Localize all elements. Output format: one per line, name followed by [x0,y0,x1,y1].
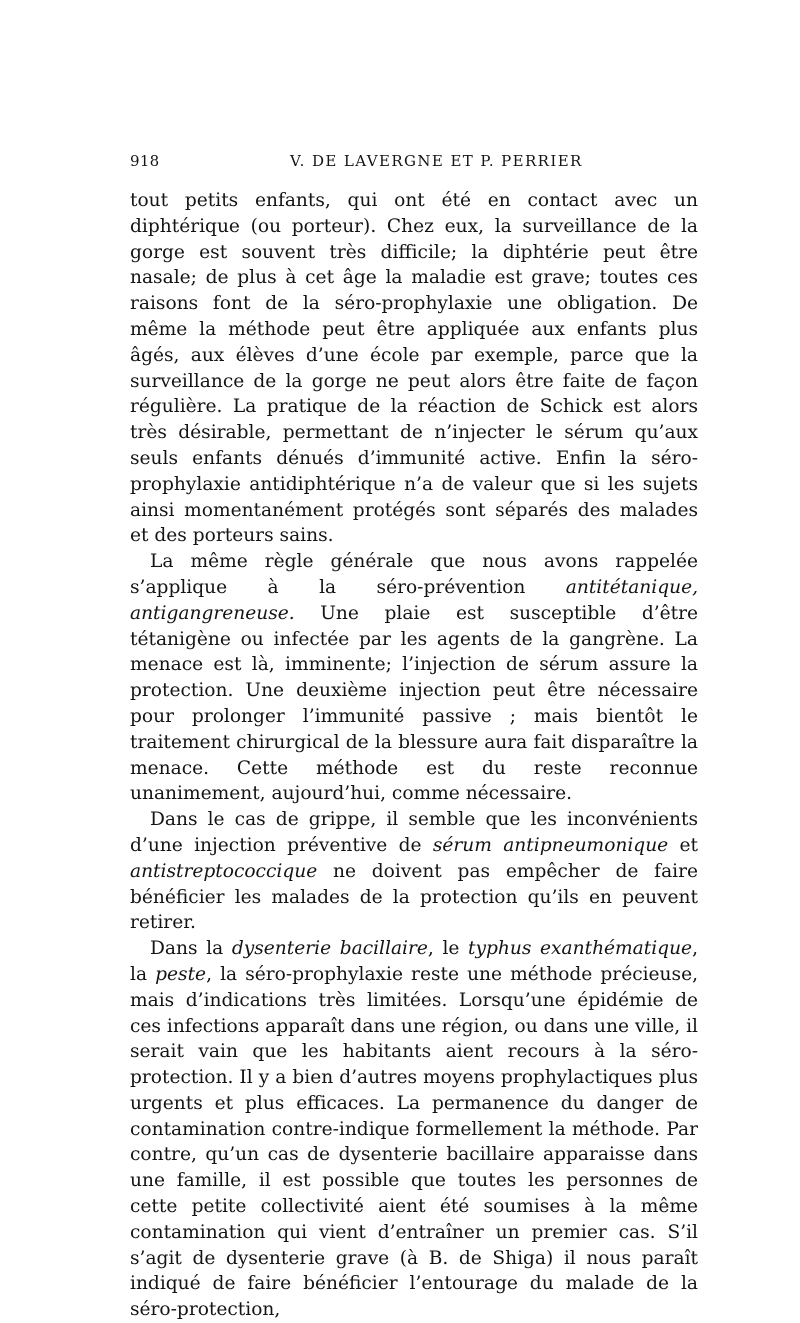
italic-term: sérum antipneumonique [432,834,669,856]
body-text [130,188,698,1323]
paragraph-tetanus [130,549,698,807]
paragraph-text: Une plaie est susceptible d’être tétanigène ou infectée par les agents de la gangrène. La menace est là, imminente; l’injection de sérum assure la protection. Une deuxième injection peut être nécessaire pour prolonger l’immunité passive ; mais bientôt le traitement chirurgical de la blessure aura fait disparaître la menace. Cette méthode est du reste reconnue unanimement, aujourd’hui, comme nécessaire. [130,602,698,805]
paragraph-schick [130,188,698,549]
paragraph-text: et [668,834,698,856]
running-head [130,152,695,178]
paragraph-grippe [130,807,698,936]
italic-term: antistreptococcique [130,860,318,882]
paragraph-text: , la [130,938,698,985]
paragraph-text: La même règle générale que nous avons rappelée s’applique à la séro-prévention [130,551,698,598]
italic-term: dysenterie bacillaire [231,938,428,960]
page-number: 918 [130,152,160,170]
paragraph-text: , le [427,938,469,960]
paragraph-text: Dans le cas de grippe, il semble que les inconvénients d’une injection préventive de [130,809,698,856]
italic-term: antitétanique, antigangreneuse. [130,576,698,624]
paragraph-text: Dans la [150,938,232,960]
italic-term: typhus exanthématique [468,938,693,960]
paragraph-text: tout petits enfants, qui ont été en contact avec un diphtérique (ou porteur). Chez eux, la surveillance de la gorge est souvent très difficile; la diphtérie peut être nasale; de plus à cet âge la maladie est grave; toutes ces raisons font de la séro-prophylaxie une obligation. De même la méthode peut être appliquée aux enfants plus âgés, aux élèves d’une école par exemple, parce que la surveillance de la gorge ne peut alors être faite de façon régulière. La pratique de la réaction de Schick est alors très désirable, permettant de n’injecter le sérum qu’aux seuls enfants dénués d’immunité active. Enfin la séro-prophylaxie antidiphtérique n’a de valeur que si les sujets ainsi momentanément protégés sont séparés des malades et des porteurs sains. [130,190,698,547]
italic-term: peste [155,963,207,985]
paragraph-text: , la séro-prophylaxie reste une méthode précieuse, mais d’indications très limitées. Lorsqu’une épidémie de ces infections apparaît dans une région, ou dans une ville, il serait vain que les habitants aient recours à la séro-protection. Il y a bien d’autres moyens prophylactiques plus urgents et plus efficaces. La permanence du danger de contamination contre-indique formellement la méthode. Par contre, qu’un cas de dysenterie bacillaire apparaisse dans une famille, il est possible que toutes les personnes de cette petite collectivité aient été soumises à la même contamination qui vient d’entraîner un premier cas. S’il s’agit de dysenterie grave (à B. de Shiga) il nous paraît indiqué de faire bénéficier l’entourage du malade de la séro-protection, [130,963,698,1321]
paragraph-text: ne doivent pas empêcher de faire bénéficier les malades de la protection qu’ils en peuvent retirer. [130,860,698,934]
running-title: V. DE LAVERGNE ET P. PERRIER [290,152,583,170]
paragraph-dysentery [130,936,698,1323]
